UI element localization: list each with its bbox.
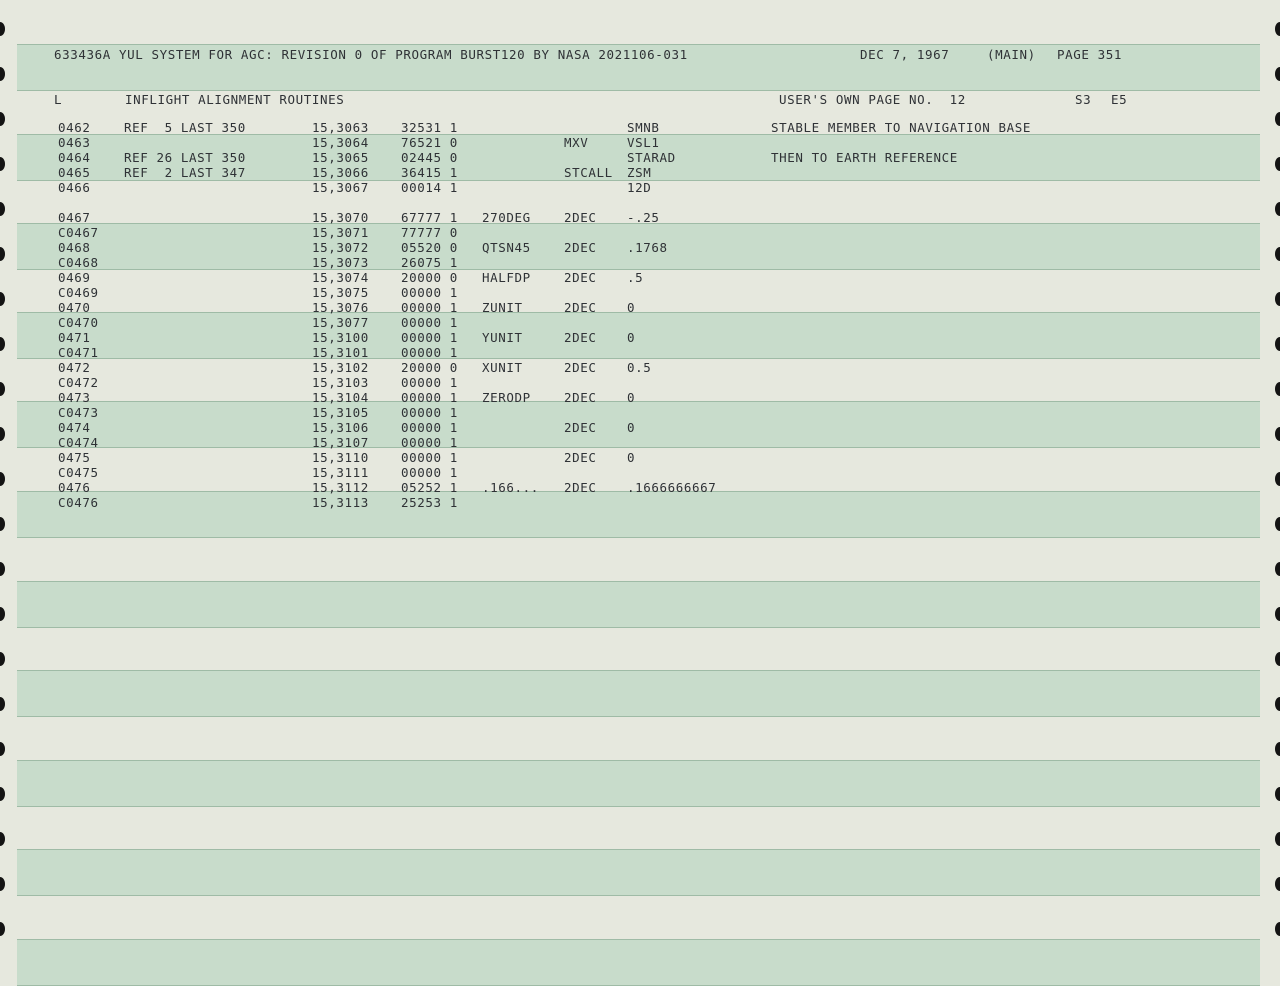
- line-number: 0465: [58, 165, 91, 180]
- feed-hole: [0, 832, 5, 846]
- feed-hole: [0, 922, 5, 936]
- octal-word: 05520 0: [401, 240, 458, 255]
- line-number: 0472: [58, 360, 91, 375]
- octal-word: 00000 1: [401, 405, 458, 420]
- paper-band: [17, 312, 1260, 359]
- operand: 0: [627, 330, 636, 345]
- octal-word: 00000 1: [401, 285, 458, 300]
- feed-hole: [0, 337, 5, 351]
- octal-word: 00000 1: [401, 420, 458, 435]
- cross-reference: REF 5 LAST 350: [124, 120, 246, 135]
- operand: .5: [627, 270, 644, 285]
- symbol-label: HALFDP: [482, 270, 531, 285]
- octal-word: 25253 1: [401, 495, 458, 510]
- feed-hole: [1275, 67, 1280, 81]
- operand: STARAD: [627, 150, 676, 165]
- memory-address: 15,3104: [312, 390, 369, 405]
- feed-hole: [1275, 562, 1280, 576]
- memory-address: 15,3067: [312, 180, 369, 195]
- line-number: C0470: [58, 315, 99, 330]
- line-number: C0471: [58, 345, 99, 360]
- line-number: 0466: [58, 180, 91, 195]
- subheader-marker: L: [54, 92, 63, 107]
- page-header-section: (MAIN): [987, 47, 1036, 62]
- subheader-code-1: S3: [1075, 92, 1092, 107]
- feed-hole: [0, 787, 5, 801]
- feed-hole: [1275, 787, 1280, 801]
- memory-address: 15,3106: [312, 420, 369, 435]
- operand: 12D: [627, 180, 652, 195]
- memory-address: 15,3101: [312, 345, 369, 360]
- feed-hole: [0, 562, 5, 576]
- feed-hole: [1275, 697, 1280, 711]
- symbol-label: XUNIT: [482, 360, 523, 375]
- memory-address: 15,3064: [312, 135, 369, 150]
- feed-hole: [0, 877, 5, 891]
- paper-band: [17, 939, 1260, 986]
- feed-hole: [1275, 247, 1280, 261]
- feed-hole: [0, 382, 5, 396]
- subheader-title: INFLIGHT ALIGNMENT ROUTINES: [125, 92, 345, 107]
- feed-hole: [0, 607, 5, 621]
- line-number: 0462: [58, 120, 91, 135]
- opcode: 2DEC: [564, 210, 597, 225]
- paper-band: [17, 670, 1260, 717]
- feed-hole: [0, 292, 5, 306]
- memory-address: 15,3107: [312, 435, 369, 450]
- opcode: MXV: [564, 135, 589, 150]
- memory-address: 15,3077: [312, 315, 369, 330]
- feed-hole: [1275, 382, 1280, 396]
- paper-band: [17, 401, 1260, 448]
- symbol-label: ZUNIT: [482, 300, 523, 315]
- line-number: C0476: [58, 495, 99, 510]
- octal-word: 00000 1: [401, 315, 458, 330]
- line-number: C0473: [58, 405, 99, 420]
- subheader-user-page: USER'S OWN PAGE NO. 12: [779, 92, 966, 107]
- operand: 0: [627, 390, 636, 405]
- line-number: C0472: [58, 375, 99, 390]
- feed-hole: [0, 157, 5, 171]
- feed-hole: [1275, 877, 1280, 891]
- opcode: 2DEC: [564, 480, 597, 495]
- feed-hole: [0, 517, 5, 531]
- operand: ZSM: [627, 165, 652, 180]
- octal-word: 00000 1: [401, 375, 458, 390]
- octal-word: 77777 0: [401, 225, 458, 240]
- opcode: 2DEC: [564, 270, 597, 285]
- cross-reference: REF 26 LAST 350: [124, 150, 246, 165]
- line-number: C0469: [58, 285, 99, 300]
- line-number: 0463: [58, 135, 91, 150]
- octal-word: 67777 1: [401, 210, 458, 225]
- feed-hole: [0, 427, 5, 441]
- symbol-label: YUNIT: [482, 330, 523, 345]
- paper-band: [17, 760, 1260, 807]
- feed-hole: [0, 202, 5, 216]
- paper-band: [17, 491, 1260, 538]
- line-number: C0475: [58, 465, 99, 480]
- line-number: 0471: [58, 330, 91, 345]
- operand: -.25: [627, 210, 660, 225]
- opcode: 2DEC: [564, 360, 597, 375]
- feed-hole: [0, 742, 5, 756]
- opcode: 2DEC: [564, 240, 597, 255]
- memory-address: 15,3100: [312, 330, 369, 345]
- feed-hole: [1275, 22, 1280, 36]
- memory-address: 15,3072: [312, 240, 369, 255]
- feed-hole: [1275, 517, 1280, 531]
- feed-hole: [1275, 427, 1280, 441]
- memory-address: 15,3063: [312, 120, 369, 135]
- feed-hole: [1275, 742, 1280, 756]
- page-header-title: 633436A YUL SYSTEM FOR AGC: REVISION 0 OF PROGRAM BURST120 BY NASA 2021106-031: [54, 47, 688, 62]
- memory-address: 15,3103: [312, 375, 369, 390]
- memory-address: 15,3110: [312, 450, 369, 465]
- octal-word: 76521 0: [401, 135, 458, 150]
- octal-word: 00000 1: [401, 390, 458, 405]
- operand: 0: [627, 420, 636, 435]
- memory-address: 15,3075: [312, 285, 369, 300]
- line-number: 0467: [58, 210, 91, 225]
- opcode: STCALL: [564, 165, 613, 180]
- line-number: C0468: [58, 255, 99, 270]
- octal-word: 00000 1: [401, 330, 458, 345]
- symbol-label: ZERODP: [482, 390, 531, 405]
- comment: STABLE MEMBER TO NAVIGATION BASE: [771, 120, 1032, 135]
- comment: THEN TO EARTH REFERENCE: [771, 150, 958, 165]
- memory-address: 15,3076: [312, 300, 369, 315]
- line-number: 0470: [58, 300, 91, 315]
- feed-hole: [1275, 472, 1280, 486]
- line-number: 0464: [58, 150, 91, 165]
- octal-word: 05252 1: [401, 480, 458, 495]
- octal-word: 00000 1: [401, 345, 458, 360]
- symbol-label: QTSN45: [482, 240, 531, 255]
- line-number: 0468: [58, 240, 91, 255]
- memory-address: 15,3065: [312, 150, 369, 165]
- page-header-date: DEC 7, 1967: [860, 47, 950, 62]
- feed-hole: [1275, 337, 1280, 351]
- memory-address: 15,3074: [312, 270, 369, 285]
- octal-word: 20000 0: [401, 360, 458, 375]
- line-number: C0474: [58, 435, 99, 450]
- feed-hole: [0, 67, 5, 81]
- feed-hole: [1275, 202, 1280, 216]
- feed-hole: [1275, 157, 1280, 171]
- line-number: 0476: [58, 480, 91, 495]
- operand: VSL1: [627, 135, 660, 150]
- operand: .1666666667: [627, 480, 717, 495]
- symbol-label: 270DEG: [482, 210, 531, 225]
- octal-word: 02445 0: [401, 150, 458, 165]
- opcode: 2DEC: [564, 330, 597, 345]
- octal-word: 36415 1: [401, 165, 458, 180]
- opcode: 2DEC: [564, 300, 597, 315]
- line-number: 0474: [58, 420, 91, 435]
- feed-hole: [1275, 832, 1280, 846]
- feed-hole: [0, 112, 5, 126]
- octal-word: 20000 0: [401, 270, 458, 285]
- memory-address: 15,3070: [312, 210, 369, 225]
- feed-hole: [1275, 922, 1280, 936]
- page-header-page-number: PAGE 351: [1057, 47, 1123, 62]
- operand: SMNB: [627, 120, 660, 135]
- memory-address: 15,3073: [312, 255, 369, 270]
- octal-word: 00000 1: [401, 465, 458, 480]
- feed-hole: [1275, 112, 1280, 126]
- feed-hole: [1275, 652, 1280, 666]
- octal-word: 00000 1: [401, 435, 458, 450]
- cross-reference: REF 2 LAST 347: [124, 165, 246, 180]
- octal-word: 32531 1: [401, 120, 458, 135]
- opcode: 2DEC: [564, 450, 597, 465]
- symbol-label: .166...: [482, 480, 539, 495]
- subheader-code-2: E5: [1111, 92, 1128, 107]
- feed-hole: [1275, 292, 1280, 306]
- octal-word: 00000 1: [401, 450, 458, 465]
- line-number: 0473: [58, 390, 91, 405]
- feed-hole: [0, 472, 5, 486]
- octal-word: 26075 1: [401, 255, 458, 270]
- memory-address: 15,3105: [312, 405, 369, 420]
- feed-hole: [0, 652, 5, 666]
- operand: .1768: [627, 240, 668, 255]
- opcode: 2DEC: [564, 420, 597, 435]
- octal-word: 00000 1: [401, 300, 458, 315]
- memory-address: 15,3071: [312, 225, 369, 240]
- feed-hole: [1275, 607, 1280, 621]
- line-number: C0467: [58, 225, 99, 240]
- memory-address: 15,3066: [312, 165, 369, 180]
- memory-address: 15,3113: [312, 495, 369, 510]
- line-number: 0475: [58, 450, 91, 465]
- memory-address: 15,3102: [312, 360, 369, 375]
- memory-address: 15,3112: [312, 480, 369, 495]
- paper-band: [17, 581, 1260, 628]
- operand: 0: [627, 300, 636, 315]
- feed-hole: [0, 697, 5, 711]
- opcode: 2DEC: [564, 390, 597, 405]
- octal-word: 00014 1: [401, 180, 458, 195]
- operand: 0: [627, 450, 636, 465]
- paper-band: [17, 849, 1260, 896]
- operand: 0.5: [627, 360, 652, 375]
- feed-hole: [0, 22, 5, 36]
- feed-hole: [0, 247, 5, 261]
- memory-address: 15,3111: [312, 465, 369, 480]
- line-number: 0469: [58, 270, 91, 285]
